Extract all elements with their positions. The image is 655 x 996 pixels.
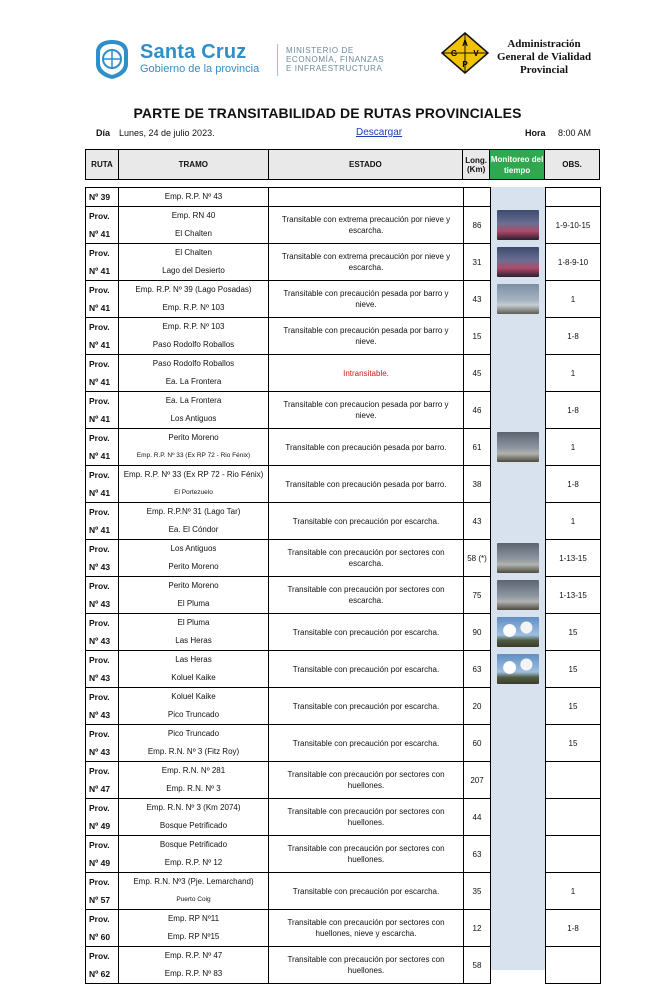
weather-camera-thumbnail[interactable] xyxy=(497,210,539,240)
route-number: Nº 47 xyxy=(89,784,111,794)
weather-cell xyxy=(491,725,546,762)
segment-to: Koluel Kaike xyxy=(171,673,216,682)
weather-cell xyxy=(491,503,546,540)
length-cell: 46 xyxy=(464,392,491,429)
route-type: Prov. xyxy=(89,729,110,739)
route-type: Prov. xyxy=(89,803,110,813)
route-type: Prov. xyxy=(89,211,110,221)
table-row xyxy=(86,762,601,799)
obs-cell: 15 xyxy=(546,651,601,688)
table-row xyxy=(86,540,601,577)
obs-cell xyxy=(546,836,601,873)
table-row xyxy=(86,836,601,873)
length-cell: 60 xyxy=(464,725,491,762)
length-cell xyxy=(464,188,491,207)
status-cell xyxy=(269,188,464,207)
route-cell xyxy=(86,910,119,947)
segment-from: Ea. La Frontera xyxy=(165,396,222,405)
weather-cell xyxy=(491,614,546,651)
route-number: Nº 43 xyxy=(89,599,111,609)
route-type: Prov. xyxy=(89,840,110,850)
segment-from: Emp. R.P. Nº 39 (Lago Posadas) xyxy=(135,285,252,294)
route-type: Prov. xyxy=(89,396,110,406)
route-cell xyxy=(86,799,119,836)
agvp-emblem-icon xyxy=(440,31,490,75)
status-cell: Transitable con precaución por sectores con huellones. xyxy=(269,762,464,799)
segment-to: Emp. R.P. Nº 12 xyxy=(164,858,223,867)
segment-to: Los Antiguos xyxy=(170,414,217,423)
segment-to: Emp. RP Nº15 xyxy=(167,932,220,941)
route-cell xyxy=(86,836,119,873)
column-header-long-line: Long. xyxy=(465,155,488,165)
route-type: Prov. xyxy=(89,581,110,591)
route-number: Nº 43 xyxy=(89,673,111,683)
table-header xyxy=(85,149,600,180)
route-type: Prov. xyxy=(89,951,110,961)
time-value: 8:00 AM xyxy=(558,128,592,138)
route-number: Nº 41 xyxy=(89,525,111,535)
segment-from: Perito Moreno xyxy=(168,581,219,590)
status-cell: Transitable con precaución pesada por barro. xyxy=(269,429,464,466)
segment-to: Lago del Desierto xyxy=(162,266,225,275)
status-cell: Transitable con precaución por sectores con huellones. xyxy=(269,799,464,836)
obs-cell xyxy=(546,799,601,836)
segment-to: Las Heras xyxy=(175,636,212,645)
weather-cell xyxy=(491,762,546,799)
column-header-monitor xyxy=(490,150,545,180)
santa-cruz-shield-icon xyxy=(93,38,131,80)
segment-to: Emp. R.P. Nº 83 xyxy=(164,969,223,978)
segment-from: Emp. R.N. Nº 3 (Km 2074) xyxy=(146,803,241,812)
length-cell: 31 xyxy=(464,244,491,281)
length-cell: 44 xyxy=(464,799,491,836)
weather-cell xyxy=(491,281,546,318)
segment-cell xyxy=(119,540,269,577)
agvp-letter: A xyxy=(462,39,468,48)
segment-cell xyxy=(119,725,269,762)
route-type: Prov. xyxy=(89,248,110,258)
obs-cell: 1-9-10-15 xyxy=(546,207,601,244)
weather-cell xyxy=(491,836,546,873)
length-cell: 63 xyxy=(464,651,491,688)
weather-cell xyxy=(491,873,546,910)
route-number: Nº 41 xyxy=(89,229,111,239)
route-type: Prov. xyxy=(89,285,110,295)
weather-cell xyxy=(491,429,546,466)
status-cell: Transitable con precaución por escarcha. xyxy=(269,503,464,540)
status-cell: Transitable con precaución por escarcha. xyxy=(269,651,464,688)
weather-camera-thumbnail[interactable] xyxy=(497,617,539,647)
segment-from: Emp. R.P. Nº 33 (Ex RP 72 - Rio Fénix) xyxy=(123,470,264,479)
column-header-estado: ESTADO xyxy=(268,150,463,180)
segment-cell xyxy=(119,355,269,392)
date-label: Día xyxy=(96,128,111,138)
segment-to: Ea. El Cóndor xyxy=(168,525,219,534)
segment-from: Pico Truncado xyxy=(167,729,220,738)
ministry-line: E INFRAESTRUCTURA xyxy=(286,64,383,73)
length-cell: 63 xyxy=(464,836,491,873)
agvp-letter: G xyxy=(450,49,458,58)
segment-from: Bosque Petrificado xyxy=(159,840,228,849)
status-cell: Transitable con precaución por sectores con huellones. xyxy=(269,836,464,873)
route-cell xyxy=(86,873,119,910)
route-cell xyxy=(86,540,119,577)
route-cell xyxy=(86,762,119,799)
route-cell xyxy=(86,429,119,466)
obs-cell: 1 xyxy=(546,355,601,392)
document-title: PARTE DE TRANSITABILIDAD DE RUTAS PROVINCIALES xyxy=(133,105,522,121)
route-number: Nº 41 xyxy=(89,303,111,313)
route-type: Prov. xyxy=(89,544,110,554)
segment-to: Emp. R.N. Nº 3 xyxy=(166,784,221,793)
table-row xyxy=(86,244,601,281)
province-subtitle: Gobierno de la provincia xyxy=(140,63,260,75)
segment-cell xyxy=(119,503,269,540)
route-number: Nº 57 xyxy=(89,895,111,905)
ministry-line: MINISTERIO DE xyxy=(286,46,354,55)
table-row xyxy=(86,799,601,836)
column-header-monitor-line: Monitoreo del xyxy=(490,154,544,164)
status-cell: Transitable con precaución por sectores con huellones. xyxy=(269,947,464,984)
table-row xyxy=(86,392,601,429)
route-number: Nº 43 xyxy=(89,562,111,572)
length-cell: 90 xyxy=(464,614,491,651)
route-type: Prov. xyxy=(89,322,110,332)
route-number: Nº 49 xyxy=(89,858,111,868)
route-number: Nº 41 xyxy=(89,340,111,350)
status-cell: Transitable con precaución pesada por barro y nieve. xyxy=(269,281,464,318)
obs-cell xyxy=(546,947,601,984)
table-row xyxy=(86,429,601,466)
obs-cell: 15 xyxy=(546,688,601,725)
status-cell: Intransitable. xyxy=(269,355,464,392)
obs-cell: 1-8 xyxy=(546,318,601,355)
obs-cell: 1 xyxy=(546,873,601,910)
segment-cell xyxy=(119,614,269,651)
route-type: Prov. xyxy=(89,655,110,665)
route-cell xyxy=(86,688,119,725)
weather-cell xyxy=(491,188,546,207)
status-cell: Transitable con precaución por escarcha. xyxy=(269,614,464,651)
page-header xyxy=(0,0,655,100)
segment-cell xyxy=(119,873,269,910)
route-number: Nº 43 xyxy=(89,636,111,646)
status-cell: Transitable con precaución por escarcha. xyxy=(269,873,464,910)
route-cell xyxy=(86,614,119,651)
route-number: Nº 41 xyxy=(89,488,111,498)
segment-cell xyxy=(119,836,269,873)
route-number: Nº 62 xyxy=(89,969,111,979)
weather-cell xyxy=(491,540,546,577)
agency-line: General de Vialidad xyxy=(496,51,592,63)
segment-from: Emp. RN 40 xyxy=(171,211,216,220)
route-type: Prov. xyxy=(89,470,110,480)
segment-from: Emp. R.P.Nº 31 (Lago Tar) xyxy=(146,507,241,516)
segment-cell xyxy=(119,762,269,799)
weather-cell xyxy=(491,392,546,429)
route-type: Prov. xyxy=(89,359,110,369)
weather-cell xyxy=(491,355,546,392)
route-number: Nº 43 xyxy=(89,710,111,720)
route-cell xyxy=(86,577,119,614)
length-cell: 207 xyxy=(464,762,491,799)
column-header-tramo: TRAMO xyxy=(118,150,268,180)
segment-cell xyxy=(119,688,269,725)
segment-to: El Chalten xyxy=(175,229,212,238)
route-type: Prov. xyxy=(89,877,110,887)
segment-to: El Pluma xyxy=(177,599,210,608)
route-type: Prov. xyxy=(89,766,110,776)
segment-from: Los Antiguos xyxy=(170,544,217,553)
table-row xyxy=(86,503,601,540)
segment-from: Emp. RP Nº11 xyxy=(167,914,220,923)
table-row xyxy=(86,910,601,947)
status-cell: Transitable con precaución pesada por barro. xyxy=(269,466,464,503)
segment-from: Emp. R.N. Nº3 (Pje. Lemarchand) xyxy=(133,877,254,886)
segment-from: Emp. R.P. Nº 47 xyxy=(164,951,223,960)
route-cell xyxy=(86,281,119,318)
obs-cell: 1 xyxy=(546,281,601,318)
segment-cell xyxy=(119,207,269,244)
obs-cell: 1-8 xyxy=(546,910,601,947)
column-header-long xyxy=(463,150,490,180)
weather-cell xyxy=(491,577,546,614)
status-cell: Transitable con precaución pesada por barro y nieve. xyxy=(269,318,464,355)
segment-to: Bosque Petrificado xyxy=(159,821,228,830)
weather-camera-thumbnail[interactable] xyxy=(497,654,539,684)
obs-cell: 1-8 xyxy=(546,466,601,503)
length-cell: 58 xyxy=(464,947,491,984)
obs-cell xyxy=(546,762,601,799)
length-cell: 86 xyxy=(464,207,491,244)
segment-cell xyxy=(119,392,269,429)
segment-to: Puerto Coig xyxy=(176,896,211,903)
route-cell: Nº 39 xyxy=(86,188,119,207)
weather-camera-thumbnail[interactable] xyxy=(497,432,539,462)
column-header-long-line: (Km) xyxy=(467,164,486,174)
route-cell xyxy=(86,466,119,503)
segment-cell xyxy=(119,799,269,836)
segment-to: Perito Moreno xyxy=(168,562,219,571)
column-header-monitor-line: tiempo xyxy=(503,165,531,175)
weather-cell xyxy=(491,466,546,503)
route-cell xyxy=(86,318,119,355)
segment-to: Pico Truncado xyxy=(167,710,220,719)
province-name: Santa Cruz xyxy=(140,41,247,63)
segment-from: Koluel Kaike xyxy=(171,692,216,701)
status-cell: Transitable con extrema precaución por nieve y escarcha. xyxy=(269,244,464,281)
segment-from: El Pluma xyxy=(177,618,210,627)
segment-from: Perito Moreno xyxy=(168,433,219,442)
agency-name xyxy=(488,38,600,77)
obs-cell: 15 xyxy=(546,725,601,762)
segment-cell xyxy=(119,910,269,947)
weather-cell xyxy=(491,318,546,355)
segment-cell xyxy=(119,244,269,281)
segment-cell xyxy=(119,281,269,318)
length-cell: 12 xyxy=(464,910,491,947)
route-type: Prov. xyxy=(89,433,110,443)
obs-cell xyxy=(546,188,601,207)
segment-to: Emp. R.P. Nº 33 (Ex RP 72 - Rio Fénix) xyxy=(136,452,251,459)
segment-cell xyxy=(119,466,269,503)
length-cell: 20 xyxy=(464,688,491,725)
length-cell: 58 (*) xyxy=(464,540,491,577)
table-row xyxy=(86,947,601,984)
weather-camera-thumbnail[interactable] xyxy=(497,580,539,610)
weather-camera-thumbnail[interactable] xyxy=(497,543,539,573)
weather-camera-thumbnail[interactable] xyxy=(497,284,539,314)
status-cell: Transitable con precaucion pesada por barro y nieve. xyxy=(269,392,464,429)
route-type: Prov. xyxy=(89,692,110,702)
agvp-letter: V xyxy=(473,49,479,58)
weather-cell xyxy=(491,799,546,836)
table-row xyxy=(86,651,601,688)
agency-line: Administración xyxy=(507,38,581,50)
route-cell xyxy=(86,355,119,392)
route-cell xyxy=(86,947,119,984)
status-cell: Transitable con extrema precaución por nieve y escarcha. xyxy=(269,207,464,244)
route-cell xyxy=(86,503,119,540)
segment-cell xyxy=(119,429,269,466)
route-cell xyxy=(86,651,119,688)
segment-to: Paso Rodolfo Roballos xyxy=(152,340,235,349)
date-value: Lunes, 24 de julio 2023. xyxy=(119,128,215,138)
download-link[interactable]: Descargar xyxy=(356,127,403,138)
route-number: Nº 60 xyxy=(89,932,111,942)
segment-from: Paso Rodolfo Roballos xyxy=(152,359,235,368)
segment-to: Emp. R.P. Nº 103 xyxy=(162,303,225,312)
length-cell: 75 xyxy=(464,577,491,614)
route-cell xyxy=(86,725,119,762)
weather-cell xyxy=(491,947,546,984)
segment-cell xyxy=(119,947,269,984)
route-number: Nº 41 xyxy=(89,377,111,387)
weather-cell xyxy=(491,651,546,688)
segment-from: Emp. R.P. Nº 103 xyxy=(162,322,225,331)
route-number: Nº 41 xyxy=(89,414,111,424)
length-cell: 35 xyxy=(464,873,491,910)
length-cell: 45 xyxy=(464,355,491,392)
table-row xyxy=(86,188,601,207)
header-divider xyxy=(277,44,278,76)
status-cell: Transitable con precaución por escarcha. xyxy=(269,688,464,725)
table-row xyxy=(86,725,601,762)
table-row xyxy=(86,614,601,651)
segment-from: Emp. R.N. Nº 281 xyxy=(161,766,226,775)
route-number: Nº 49 xyxy=(89,821,111,831)
length-cell: 61 xyxy=(464,429,491,466)
ministry-line: ECONOMÍA, FINANZAS xyxy=(286,55,385,64)
status-cell: Transitable con precaución por sectores con escarcha. xyxy=(269,577,464,614)
obs-cell: 1 xyxy=(546,503,601,540)
weather-cell xyxy=(491,244,546,281)
obs-cell: 1-13-15 xyxy=(546,540,601,577)
route-number: Nº 41 xyxy=(89,451,111,461)
route-cell xyxy=(86,392,119,429)
time-label: Hora xyxy=(525,128,546,138)
length-cell: 15 xyxy=(464,318,491,355)
segment-cell xyxy=(119,577,269,614)
table-row xyxy=(86,688,601,725)
segment-from: El Chalten xyxy=(175,248,212,257)
obs-cell: 15 xyxy=(546,614,601,651)
column-header-ruta: RUTA xyxy=(86,150,119,180)
routes-table xyxy=(85,187,600,984)
obs-cell: 1 xyxy=(546,429,601,466)
ministry-name xyxy=(286,46,384,73)
weather-cell xyxy=(491,688,546,725)
length-cell: 43 xyxy=(464,281,491,318)
table-row xyxy=(86,355,601,392)
route-type: Prov. xyxy=(89,914,110,924)
table-row xyxy=(86,207,601,244)
table-row xyxy=(86,466,601,503)
table-row xyxy=(86,577,601,614)
weather-cell xyxy=(491,910,546,947)
segment-cell: Emp. R.P. Nº 43 xyxy=(119,188,269,207)
obs-cell: 1-8 xyxy=(546,392,601,429)
route-number: Nº 43 xyxy=(89,747,111,757)
status-cell: Transitable con precaución por sectores con escarcha. xyxy=(269,540,464,577)
route-cell xyxy=(86,244,119,281)
segment-cell xyxy=(119,651,269,688)
column-header-obs: OBS. xyxy=(545,150,600,180)
table-row xyxy=(86,281,601,318)
route-type: Prov. xyxy=(89,507,110,517)
segment-from: Las Heras xyxy=(175,655,212,664)
table-row xyxy=(86,873,601,910)
segment-to: El Portezuelo xyxy=(174,489,213,496)
agency-line: Provincial xyxy=(519,64,569,76)
length-cell: 43 xyxy=(464,503,491,540)
agvp-letter: P xyxy=(462,60,468,69)
route-number: Nº 41 xyxy=(89,266,111,276)
segment-to: Emp. R.N. Nº 3 (Fitz Roy) xyxy=(147,747,240,756)
table-row xyxy=(86,318,601,355)
segment-to: Ea. La Frontera xyxy=(165,377,222,386)
status-cell: Transitable con precaución por escarcha. xyxy=(269,725,464,762)
length-cell: 38 xyxy=(464,466,491,503)
route-type: Prov. xyxy=(89,618,110,628)
route-cell xyxy=(86,207,119,244)
weather-cell xyxy=(491,207,546,244)
segment-cell xyxy=(119,318,269,355)
status-cell: Transitable con precaución por sectores con huellones, nieve y escarcha. xyxy=(269,910,464,947)
obs-cell: 1-8-9-10 xyxy=(546,244,601,281)
weather-camera-thumbnail[interactable] xyxy=(497,247,539,277)
obs-cell: 1-13-15 xyxy=(546,577,601,614)
